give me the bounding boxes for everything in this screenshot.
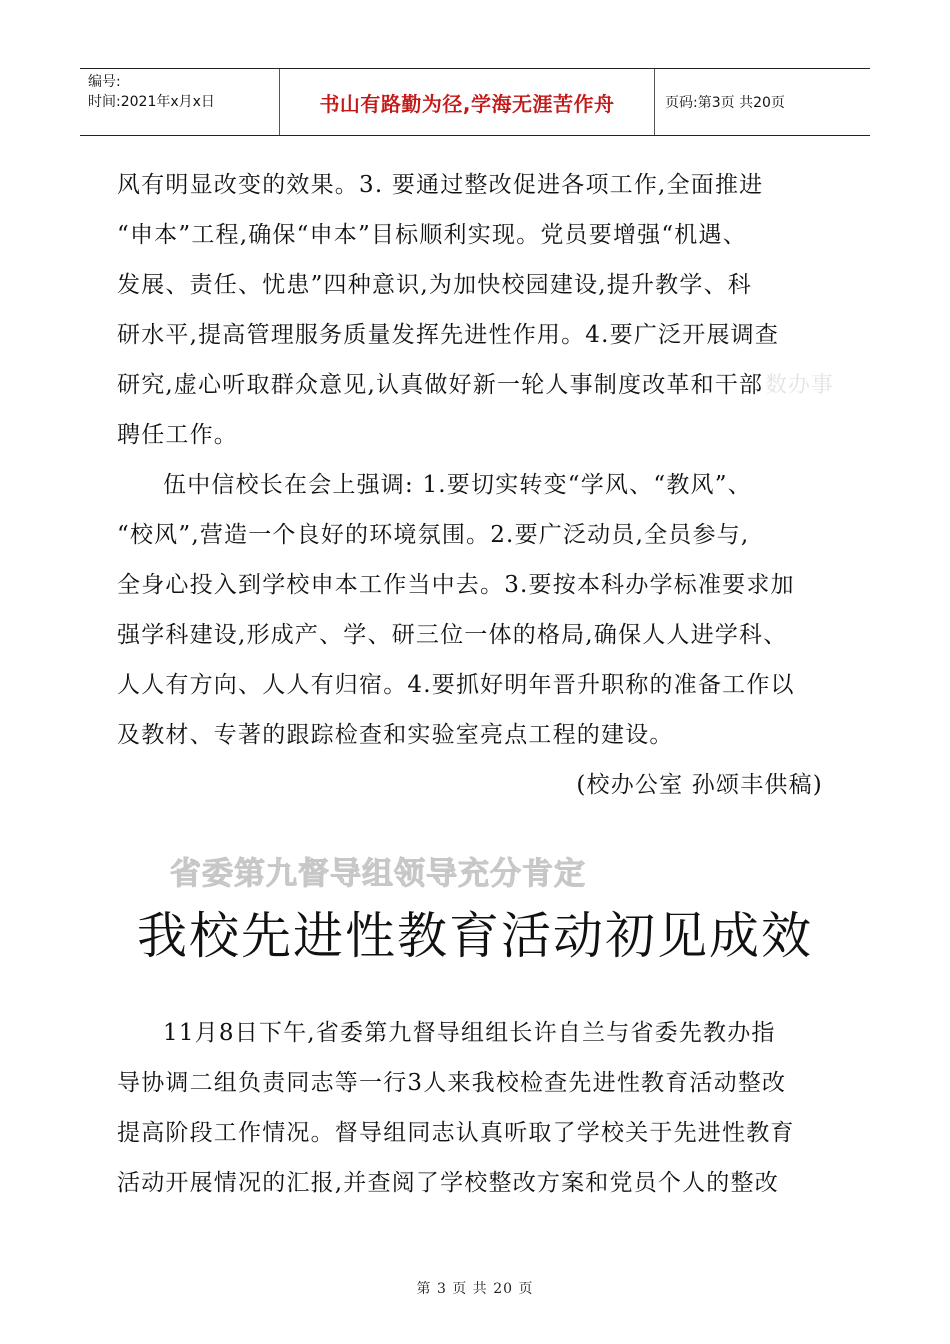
article-body <box>117 1008 835 1208</box>
text-line: “校风”,营造一个良好的环境氛围。2.要广泛动员,全员参与, <box>117 522 750 548</box>
section1-text <box>117 160 835 810</box>
text-line: 及教材、专著的跟踪检查和实验室亮点工程的建设。 <box>117 722 674 748</box>
article-title: 我校先进性教育活动初见成效 <box>137 907 813 965</box>
document-header <box>80 68 870 136</box>
text-line: 研究,虚心听取群众意见,认真做好新一轮人事制度改革和干部 <box>117 372 764 398</box>
article-subtitle: 省委第九督导组领导充分肯定 <box>170 856 586 892</box>
text-line: 聘任工作。 <box>117 422 238 448</box>
time-label: 时间:2021年x月x日 <box>88 94 215 110</box>
text-line: 强学科建设,形成产、学、研三位一体的格局,确保人人进学科、 <box>117 622 788 648</box>
header-page-cell <box>655 69 870 135</box>
text-line: 提高阶段工作情况。督导组同志认真听取了学校关于先进性教育 <box>117 1120 795 1146</box>
text-line: 导协调二组负责同志等一行3人来我校检查先进性教育活动整改 <box>117 1070 787 1096</box>
text-line: 发展、责任、忧患”四种意识,为加快校园建设,提升教学、科 <box>117 272 752 298</box>
page-footer: 第 3 页 共 20 页 <box>416 1281 534 1297</box>
text-line: “申本”工程,确保“申本”目标顺利实现。党员要增强“机遇、 <box>117 222 747 248</box>
watermark-text: 数办事 <box>765 373 835 398</box>
text-line: 人人有方向、人人有归宿。4.要抓好明年晋升职称的准备工作以 <box>117 672 795 698</box>
text-line: 全身心投入到学校申本工作当中去。3.要按本科办学标准要求加 <box>117 572 795 598</box>
text-line: 活动开展情况的汇报,并查阅了学校整改方案和党员个人的整改 <box>117 1170 779 1196</box>
credit-line: (校办公室 孙颂丰供稿) <box>576 772 823 798</box>
text-line: 11月8日下午,省委第九督导组组长许自兰与省委先教办指 <box>163 1020 776 1046</box>
text-line: 风有明显改变的效果。3. 要通过整改促进各项工作,全面推进 <box>117 172 764 198</box>
header-page-label: 页码:第3页 共20页 <box>665 95 785 111</box>
text-line: 伍中信校长在会上强调: 1.要切实转变“学风、“教风”、 <box>163 472 752 498</box>
number-label: 编号: <box>88 74 121 90</box>
header-motto-cell <box>280 69 655 135</box>
header-meta <box>80 69 280 135</box>
text-line: 研水平,提高管理服务质量发挥先进性作用。4.要广泛开展调查 <box>117 322 780 348</box>
header-motto: 书山有路勤为径,学海无涯苦作舟 <box>319 91 615 116</box>
